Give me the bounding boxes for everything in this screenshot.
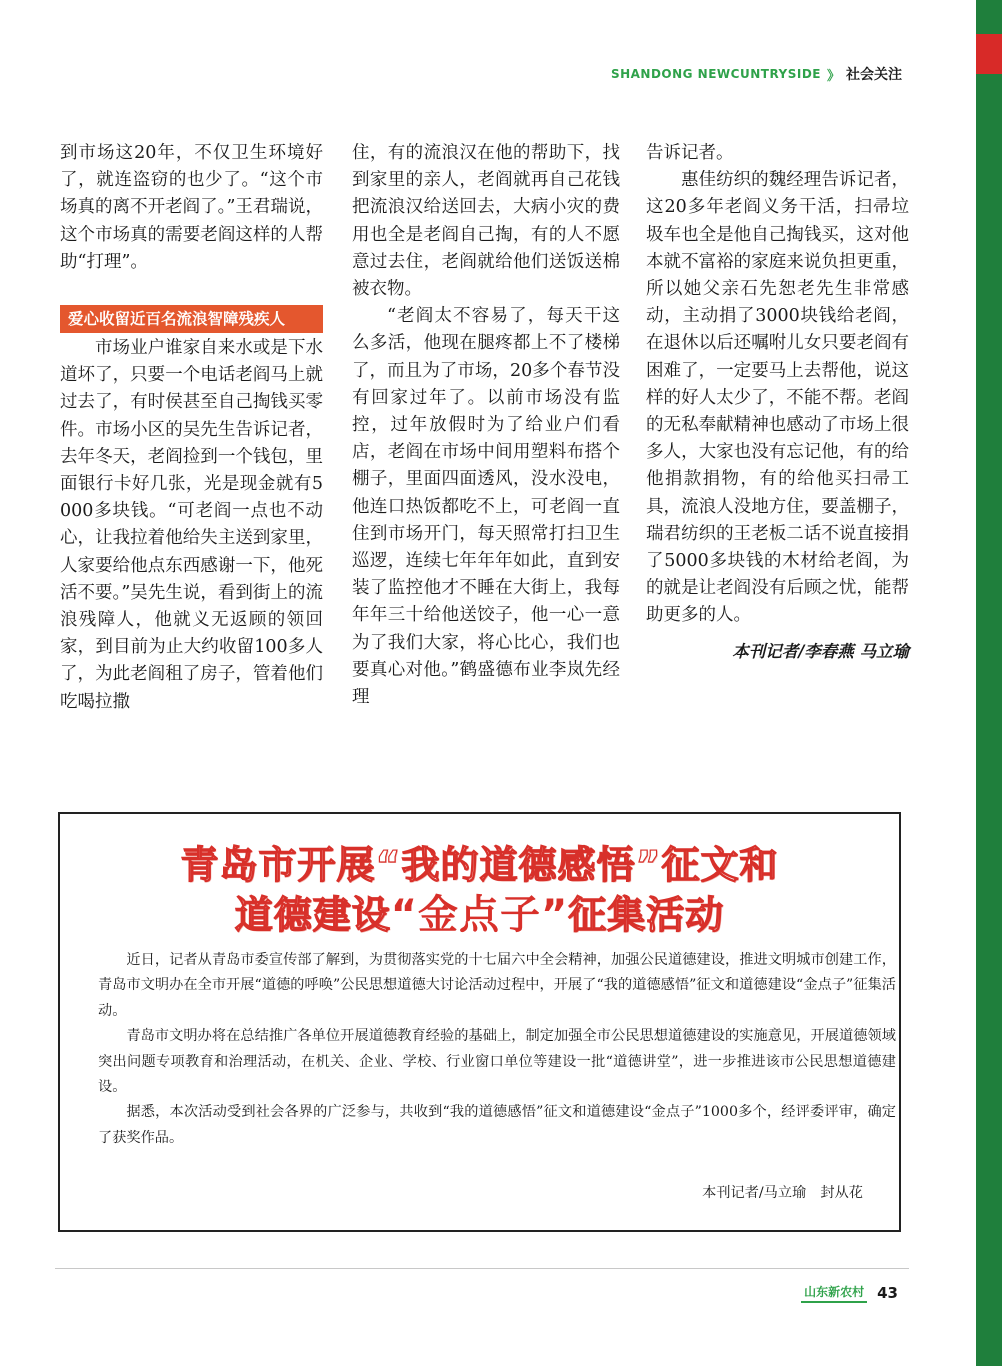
- box-body: [98, 948, 896, 1151]
- double-chevron-icon: 》: [826, 68, 840, 84]
- page-footer: [801, 1282, 898, 1303]
- news-box: [58, 812, 901, 1232]
- article-column-3: [646, 140, 909, 665]
- box-title-line-2: [60, 883, 899, 940]
- box-byline: 本刊记者/马立瑜 封从花: [702, 1185, 863, 1201]
- magazine-english-name: SHANDONG NEWCUNTRYSIDE: [610, 67, 821, 81]
- article-column-1: [60, 140, 323, 716]
- article-column-2: [352, 140, 620, 711]
- page-header: [611, 64, 902, 84]
- footer-divider: [55, 1268, 909, 1269]
- article-paragraph: 市场业户谁家自来水或是下水道坏了，只要一个电话老阎马上就过去了，有时侯甚至自己掏钱买零件。市场小区的吴先生告诉记者，去年冬天，老阎捡到一个钱包，里面银行卡好几张，光是现金就有5000多块钱。“可老阎一点也不动心，让我拉着他给失主送到家里，人家要给他点东西感谢一下，他死活不要。”吴先生说，看到街上的流浪残障人，他就义无返顾的领回家，到目前为止大约收留100多人了，为此老阎租了房子，管着他们吃喝拉撒: [60, 338, 323, 712]
- article-paragraph: 住，有的流浪汉在他的帮助下，找到家里的亲人，老阎就再自己花钱把流浪汉给送回去，大病小灾的费用也全是老阎自己掏，有的人不愿意过去住，老阎就给他们送饭送棉被衣物。: [352, 143, 620, 300]
- box-paragraph: 青岛市文明办将在总结推广各单位开展道德教育经验的基础上，制定加强全市公民思想道德建设的实施意见，开展道德领域突出问题专项教育和治理活动，在机关、企业、学校、行业窗口单位等建设一批“道德讲堂”，进一步推进该市公民思想道德建设。: [98, 1028, 896, 1096]
- article-paragraph: “老阎太不容易了，每天干这么多活，他现在腿疼都上不了楼梯了，而且为了市场，20多个春节没有回家过年了。以前市场没有监控，过年放假时为了给业户们看店，老阎在市场中间用塑料布搭个棚子，里面四面透风，没水没电，他连口热饭都吃不上，可老阎一直住到市场开门，每天照常打扫卫生巡逻，连续七年年年如此，直到安装了监控他才不睡在大街上，我每年年三十给他送饺子，他一心一意为了我们大家，将心比心，我们也要真心对他。”鹤盛德布业李岚先经理: [352, 306, 620, 708]
- article-byline: 本刊记者/李春燕 马立瑜: [732, 641, 909, 661]
- article-subheading: 爱心收留近百名流浪智障残疾人: [60, 305, 323, 333]
- article-paragraph: 惠佳纺织的魏经理告诉记者，这20多年老阎义务干活，扫帚垃圾车也全是他自己掏钱买，这对他本就不富裕的家庭来说负担更重，所以她父亲石先恕老先生非常感动，主动捐了3000块钱给老阎，在退休以后还嘱咐儿女只要老阎有困难了，一定要马上去帮他，说这样的好人太少了，不能不帮。老阎的无私奉献精神也感动了市场上很多人，大家也没有忘记他，有的给他捐款捐物，有的给他买扫帚工具，流浪人没地方住，要盖棚子，瑞君纺织的王老板二话不说直接捐了5000多块钱的木材给老阎，为的就是让老阎没有后顾之忧，能帮助更多的人。: [646, 170, 909, 626]
- page-number: 43: [877, 1283, 898, 1302]
- paragraph-spacer: [60, 276, 323, 305]
- box-paragraph: 据悉，本次活动受到社会各界的广泛参与，共收到“我的道德感悟”征文和道德建设“金点子”1000多个，经评委评审，确定了获奖作品。: [98, 1104, 896, 1146]
- section-title: 社会关注: [846, 67, 902, 83]
- box-paragraph: 近日，记者从青岛市委宣传部了解到，为贯彻落实党的十七届六中全会精神，加强公民道德建设，推进文明城市创建工作，青岛市文明办在全市开展“道德的呼唤”公民思想道德大讨论活动过程中，开展了“我的道德感悟”征文和道德建设“金点子”征集活动。: [98, 952, 896, 1019]
- box-title-line-1: 青岛市开展“我的道德感悟”征文和: [180, 843, 779, 887]
- box-title-highlight: “金点子”: [390, 892, 569, 938]
- page-edge-band: [976, 0, 1002, 1366]
- magazine-logo: 山东新农村: [801, 1282, 867, 1303]
- box-title-line-2-post: 征集活动: [568, 893, 725, 937]
- article-paragraph: 告诉记者。: [646, 143, 734, 163]
- box-title-line-2-pre: 道德建设: [234, 893, 391, 937]
- article-paragraph: 到市场这20年，不仅卫生环境好了，就连盗窃的也少了。“这个市场真的离不开老阎了。”王君瑞说，这个市场真的需要老阎这样的人帮助“打理”。: [60, 143, 323, 272]
- page-edge-red-accent: [976, 34, 1002, 74]
